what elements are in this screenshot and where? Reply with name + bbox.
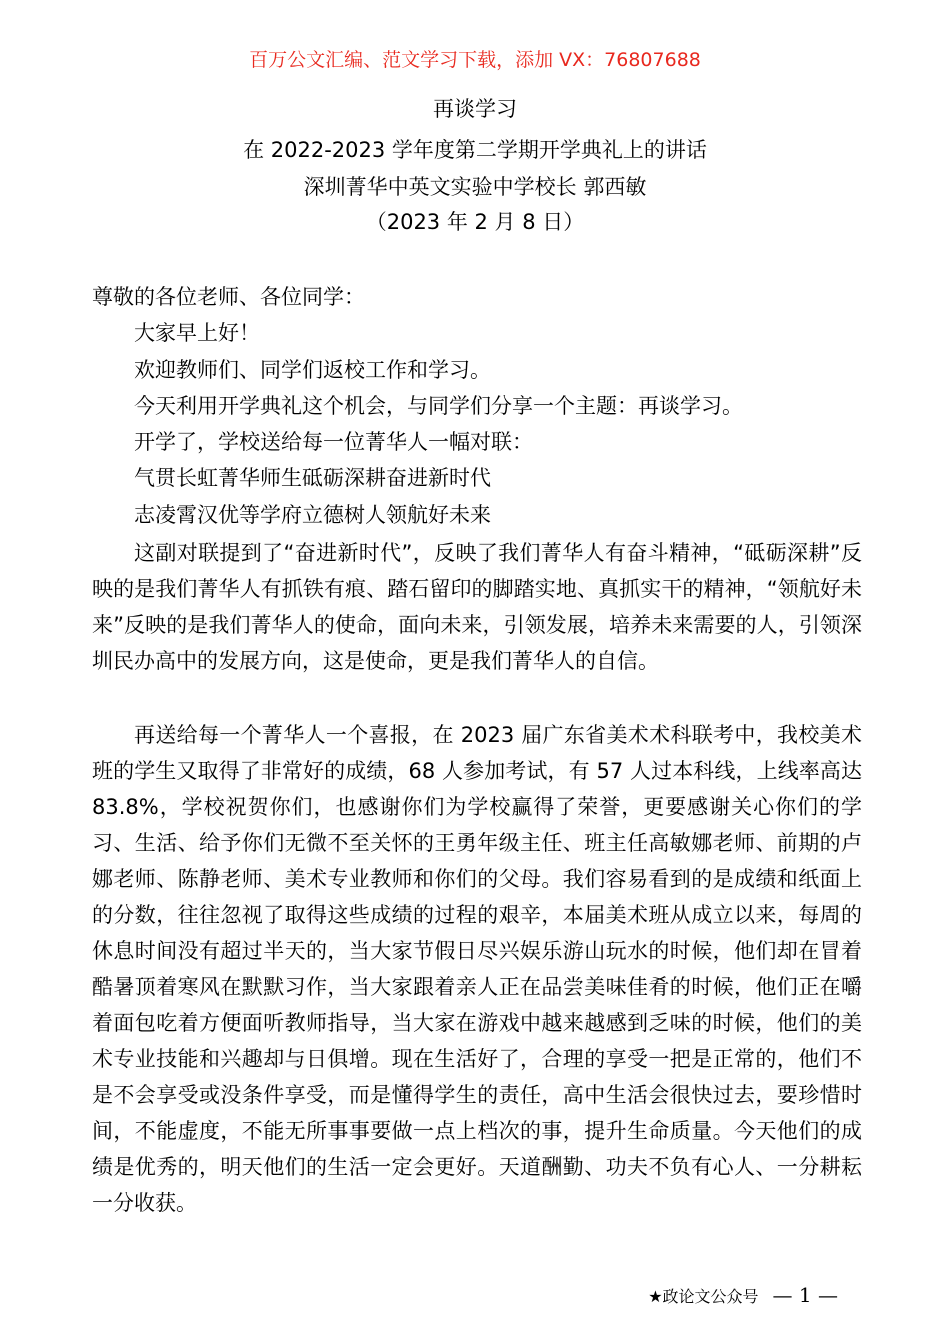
speech-author: 深圳菁华中英文实验中学校长 郭西敏 — [303, 175, 647, 199]
download-banner: 百万公文汇编、范文学习下载，添加 VX：76807688 — [249, 49, 701, 71]
speech-subtitle: 在 2022-2023 学年度第二学期开学典礼上的讲话 — [243, 138, 707, 162]
couplet-explanation-paragraph: 这副对联提到了“奋进新时代”，反映了我们菁华人有奋斗精神，“砥砺深耕”反映的是我们菁华人有抓铁有痕、踏石留印的脚踏实地、真抓实干的精神，“领航好未来”反映的是我们菁华人的使命，面向未来，引领发展，培养未来需要的人，引领深圳民办高中的发展方向，这是使命，更是我们菁华人的自信。 — [92, 541, 862, 673]
speech-title: 再谈学习 — [433, 97, 517, 121]
footer-label: ★政论文公众号 — [648, 1287, 759, 1306]
page-number: — 1 — — [772, 1283, 838, 1307]
couplet-intro-line: 开学了，学校送给每一位菁华人一幅对联： — [134, 430, 533, 454]
couplet-first-line: 气贯长虹菁华师生砥砺深耕奋进新时代 — [134, 466, 491, 490]
welcome-line: 欢迎教师们、同学们返校工作和学习。 — [134, 358, 491, 382]
topic-line: 今天利用开学典礼这个机会，与同学们分享一个主题：再谈学习。 — [134, 394, 743, 418]
greeting-line: 大家早上好！ — [134, 321, 260, 345]
couplet-second-line: 志凌霄汉优等学府立德树人领航好未来 — [134, 503, 491, 527]
art-results-paragraph: 再送给每一个菁华人一个喜报，在 2023 届广东省美术术科联考中，我校美术班的学生又取得了非常好的成绩，68 人参加考试，有 57 人过本科线，上线率高达 83.8%，学校祝贺你们，也感谢你们为学校赢得了荣誉，更要感谢关心你们的学习、生活、给予你们无微不至关怀的王勇年级主任、班主任高敏娜老师、前期的卢娜老师、陈静老师、美术专业教师和你们的父母。我们容易看到的是成绩和纸面上的分数，往往忽视了取得这些成绩的过程的艰辛，本届美术班从成立以来，每周的休息时间没有超过半天的，当大家节假日尽兴娱乐游山玩水的时候，他们却在冒着酷暑顶着寒风在默默习作，当大家跟着亲人正在品尝美味佳肴的时候，他们正在嚼着面包吃着方便面听教师指导，当大家在游戏中越来越感到乏味的时候，他们的美术专业技能和兴趣却与日俱增。现在生活好了，合理的享受一把是正常的，他们不是不会享受或没条件享受，而是懂得学生的责任，高中生活会很快过去，要珍惜时间，不能虚度，不能无所事事要做一点上档次的事，提升生命质量。今天他们的成绩是优秀的，明天他们的生活一定会更好。天道酬勤、功夫不负有心人、一分耕耘一分收获。 — [92, 723, 862, 1215]
page-footer — [648, 1283, 838, 1309]
salutation: 尊敬的各位老师、各位同学： — [92, 285, 365, 309]
speech-date: （2023 年 2 月 8 日） — [365, 210, 585, 234]
